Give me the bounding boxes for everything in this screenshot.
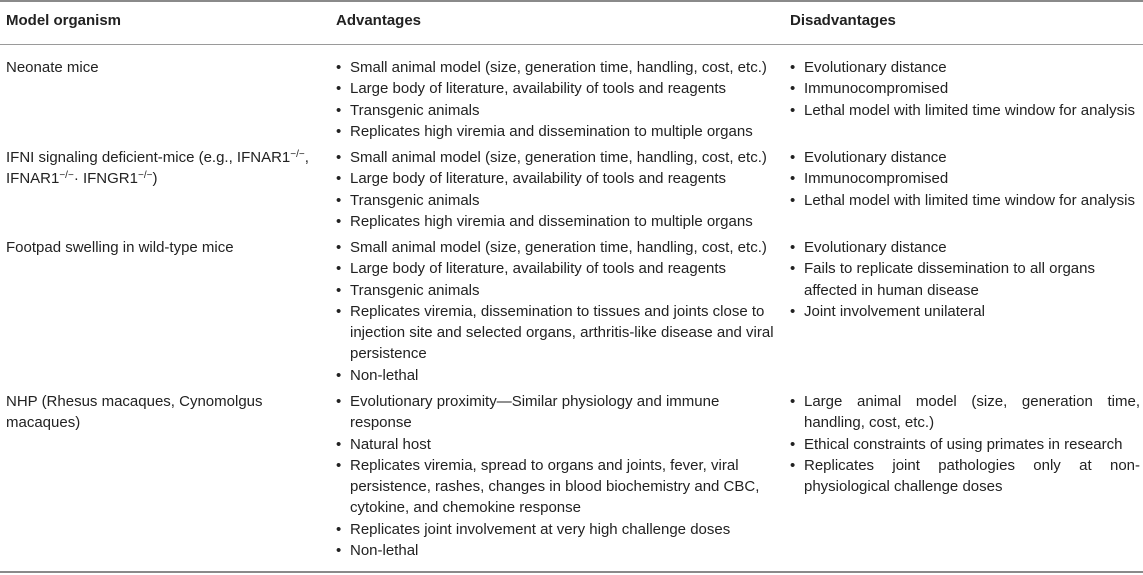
list-item: • Joint involvement unilateral: [790, 301, 1140, 322]
list-item: • Small animal model (size, generation time, handling, cost, etc.): [336, 57, 781, 78]
row3-advantages: [336, 237, 781, 386]
list-item: • Evolutionary distance: [790, 147, 1140, 168]
table-top-rule: [0, 0, 1143, 2]
row1-advantages: [336, 57, 781, 142]
list-item: • Replicates high viremia and dissemination to multiple organs: [336, 121, 781, 142]
row1-organism: Neonate mice: [6, 59, 99, 76]
row3-organism: Footpad swelling in wild-type mice: [6, 239, 234, 256]
list-item: • Large body of literature, availability of tools and reagents: [336, 258, 781, 279]
list-item: • Replicates high viremia and dissemination to multiple organs: [336, 211, 781, 232]
list-item: • Natural host: [336, 434, 781, 455]
row4-disadvantages: [790, 391, 1140, 497]
list-item: • Large animal model (size, generation time, handling, cost, etc.): [790, 391, 1140, 434]
header-rule: [0, 44, 1143, 45]
row2-disadvantages: [790, 147, 1140, 211]
row2-organism: IFNI signaling deficient-mice (e.g., IFNAR1−/−, IFNAR1−/−· IFNGR1−/−): [6, 149, 309, 188]
list-item: • Ethical constraints of using primates in research: [790, 434, 1140, 455]
list-item: • Evolutionary proximity—Similar physiology and immune response: [336, 391, 781, 434]
row1-disadvantages: [790, 57, 1140, 121]
list-item: • Large body of literature, availability of tools and reagents: [336, 168, 781, 189]
list-item: • Replicates viremia, spread to organs and joints, fever, viral persistence, rashes, changes in blood biochemistry and CBC, cytokine, and chemokine response: [336, 455, 781, 519]
header-disadvantages: Disadvantages: [790, 12, 896, 29]
table-bottom-rule: [0, 571, 1143, 573]
row4-organism: NHP (Rhesus macaques, Cynomolgus macaques): [6, 393, 263, 432]
list-item: • Non-lethal: [336, 540, 781, 561]
list-item: • Lethal model with limited time window for analysis: [790, 190, 1140, 211]
list-item: • Transgenic animals: [336, 100, 781, 121]
list-item: • Non-lethal: [336, 365, 781, 386]
list-item: • Replicates joint pathologies only at non-physiological challenge doses: [790, 455, 1140, 498]
header-model-organism: Model organism: [6, 12, 122, 29]
list-item: • Fails to replicate dissemination to all organs affected in human disease: [790, 258, 1140, 301]
list-item: • Replicates joint involvement at very high challenge doses: [336, 519, 781, 540]
row2-advantages: [336, 147, 781, 232]
list-item: • Lethal model with limited time window for analysis: [790, 100, 1140, 121]
list-item: • Small animal model (size, generation time, handling, cost, etc.): [336, 237, 781, 258]
header-advantages: Advantages: [336, 12, 422, 29]
row3-disadvantages: [790, 237, 1140, 322]
row4-advantages: [336, 391, 781, 561]
list-item: • Replicates viremia, dissemination to tissues and joints close to injection site and selected organs, arthritis-like disease and viral persistence: [336, 301, 781, 365]
list-item: • Immunocompromised: [790, 78, 1140, 99]
list-item: • Large body of literature, availability of tools and reagents: [336, 78, 781, 99]
list-item: • Evolutionary distance: [790, 57, 1140, 78]
list-item: • Immunocompromised: [790, 168, 1140, 189]
list-item: • Small animal model (size, generation time, handling, cost, etc.): [336, 147, 781, 168]
list-item: • Evolutionary distance: [790, 237, 1140, 258]
list-item: • Transgenic animals: [336, 190, 781, 211]
list-item: • Transgenic animals: [336, 280, 781, 301]
